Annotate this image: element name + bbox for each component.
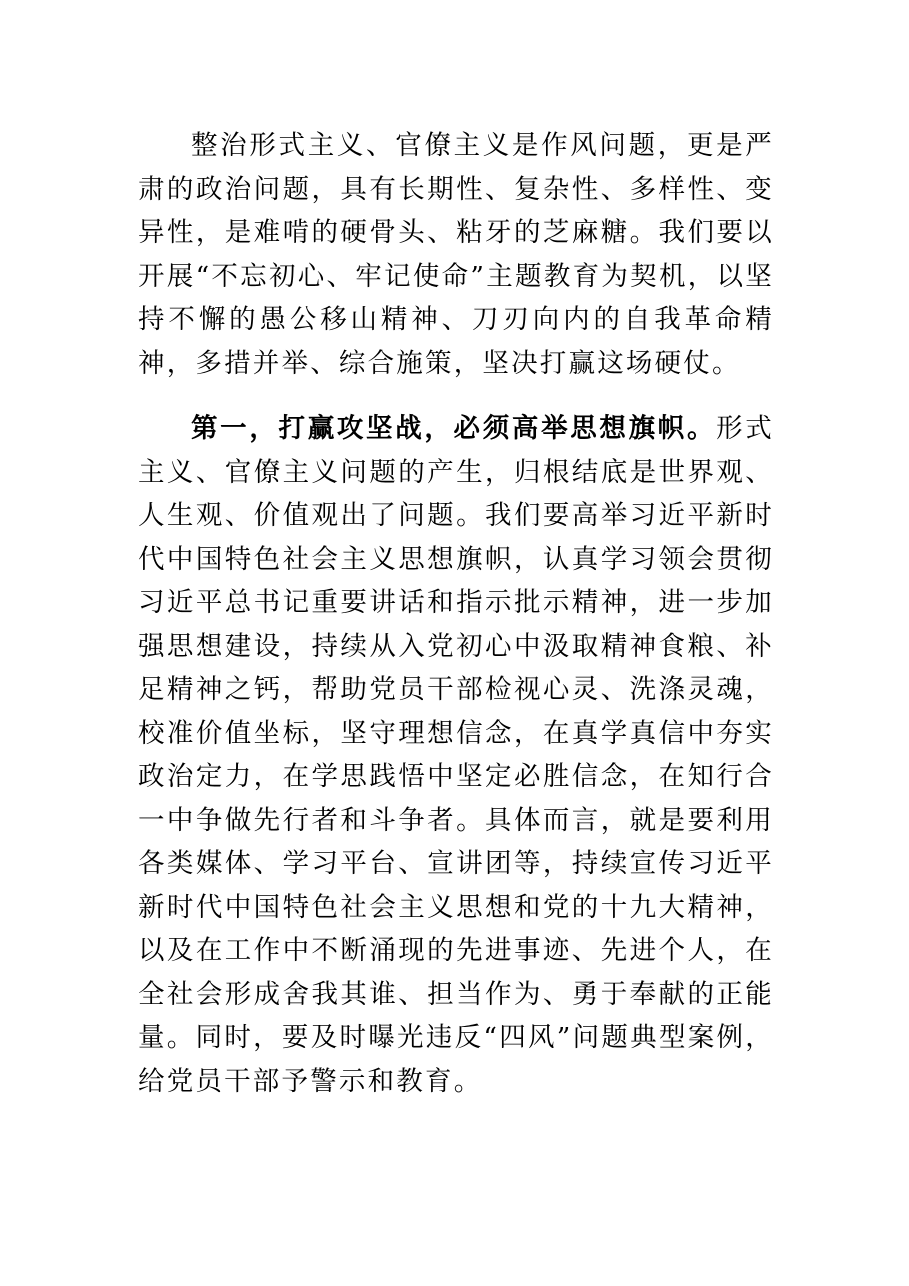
paragraph-lead-bold: 第一，打赢攻坚战，必须高举思想旗帜。: [191, 413, 717, 444]
paragraph-intro: [138, 124, 774, 385]
document-body: [138, 124, 774, 1103]
paragraph-first-point: [138, 407, 774, 1103]
paragraph-text: 整治形式主义、官僚主义是作风问题，更是严肃的政治问题，具有长期性、复杂性、多样性、变异性，是难啃的硬骨头、粘牙的芝麻糖。我们要以开展“不忘初心、牢记使命”主题教育为契机，以坚持不懈的愚公移山精神、刀刃向内的自我革命精神，多措并举、综合施策，坚决打赢这场硬仗。: [138, 130, 774, 379]
paragraph-text: 形式主义、官僚主义问题的产生，归根结底是世界观、人生观、价值观出了问题。我们要高举习近平新时代中国特色社会主义思想旗帜，认真学习领会贯彻习近平总书记重要讲话和指示批示精神，进一步加强思想建设，持续从入党初心中汲取精神食粮、补足精神之钙，帮助党员干部检视心灵、洗涤灵魂，校准价值坐标，坚守理想信念，在真学真信中夯实政治定力，在学思践悟中坚定必胜信念，在知行合一中争做先行者和斗争者。具体而言，就是要利用各类媒体、学习平台、宣讲团等，持续宣传习近平新时代中国特色社会主义思想和党的十九大精神，以及在工作中不断涌现的先进事迹、先进个人，在全社会形成舍我其谁、担当作为、勇于奉献的正能量。同时，要及时曝光违反“四风”问题典型案例，给党员干部予警示和教育。: [138, 413, 774, 1097]
